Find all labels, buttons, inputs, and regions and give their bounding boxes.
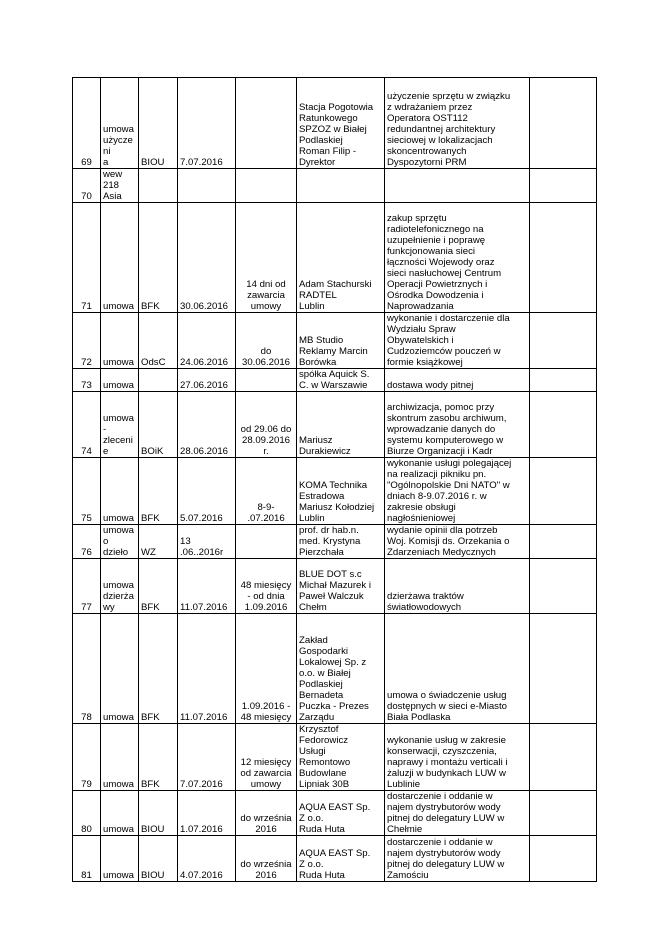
cell-contract-term: 14 dni od zawarcia umowy	[236, 203, 297, 313]
cell-contract-date: 28.06.2016	[178, 392, 236, 458]
cell-contract-term: do września 2016	[236, 836, 297, 882]
cell-unit-code: BIOU	[139, 836, 178, 882]
cell-contract-subject: wydanie opinii dla potrzeb Woj. Komisji ds. Orzekania o Zdarzeniach Medycznych	[385, 525, 530, 559]
table-row	[73, 392, 597, 458]
cell-contract-subject: użyczenie sprzętu w związku z wdrażaniem przez Operatora OST112 redundantnej architektury sieciowej w lokalizacjach skoncentrowanych Dyspozytorni PRM	[385, 78, 530, 169]
cell-contract-subject: zakup sprzętu radiotelefonicznego na uzupełnienie i poprawę funkcjonowania sieci łączności Wojewody oraz sieci nasłuchowej Centrum Operacji Powietrznych i Ośrodka Dowodzenia i Naprowadzania	[385, 203, 530, 313]
contracts-register-table	[72, 77, 597, 882]
cell-notes	[530, 313, 597, 369]
cell-contract-term: od 29.06 do 28.09.2016 r.	[236, 392, 297, 458]
cell-contract-term: do września 2016	[236, 791, 297, 836]
cell-contract-subject: wykonanie usług w zakresie konserwacji, czyszczenia, naprawy i montażu verticali i żaluzji w budynkach LUW w Lublinie	[385, 724, 530, 791]
cell-notes	[530, 559, 597, 614]
cell-contractor: AQUA EAST Sp. Z o.o. Ruda Huta	[297, 836, 385, 882]
table-row	[73, 724, 597, 791]
cell-contract-subject: dostarczenie i oddanie w najem dystrybutorów wody pitnej do delegatury LUW w Zamościu	[385, 836, 530, 882]
cell-contractor: Adam Stachurski RADTEL Lublin	[297, 203, 385, 313]
cell-document-type: umowa	[101, 203, 139, 313]
cell-contract-date: 5.07.2016	[178, 458, 236, 525]
cell-contract-date: 24.06.2016	[178, 313, 236, 369]
cell-document-type: umowa o dzieło	[101, 525, 139, 559]
cell-unit-code: BFK	[139, 724, 178, 791]
cell-contract-subject	[385, 169, 530, 203]
cell-row-number: 81	[73, 836, 101, 882]
cell-notes	[530, 836, 597, 882]
cell-contractor: Zakład Gospodarki Lokalowej Sp. z o.o. w Białej Podlaskiej Bernadeta Puczka - Prezes Zarządu	[297, 614, 385, 724]
cell-contract-date: 7.07.2016	[178, 724, 236, 791]
cell-row-number: 73	[73, 369, 101, 392]
cell-row-number: 74	[73, 392, 101, 458]
cell-contract-subject: dostawa wody pitnej	[385, 369, 530, 392]
table-row	[73, 458, 597, 525]
cell-document-type: umowa - zlecenie	[101, 392, 139, 458]
cell-unit-code: BFK	[139, 458, 178, 525]
cell-contract-date	[178, 169, 236, 203]
cell-document-type: umowa dzierża wy	[101, 559, 139, 614]
cell-document-type: umowa użyczeni a	[101, 78, 139, 169]
cell-row-number: 78	[73, 614, 101, 724]
cell-notes	[530, 369, 597, 392]
cell-contract-date: 4.07.2016	[178, 836, 236, 882]
cell-row-number: 75	[73, 458, 101, 525]
cell-contractor: MB Studio Reklamy Marcin Borówka	[297, 313, 385, 369]
cell-unit-code	[139, 369, 178, 392]
cell-unit-code: OdsC	[139, 313, 178, 369]
cell-document-type: wew 218 Asia	[101, 169, 139, 203]
cell-row-number: 69	[73, 78, 101, 169]
cell-notes	[530, 614, 597, 724]
cell-contract-term: 48 miesięcy - od dnia 1.09.2016	[236, 559, 297, 614]
cell-row-number: 72	[73, 313, 101, 369]
cell-contractor: BLUE DOT s.c Michał Mazurek i Paweł Walczuk Chełm	[297, 559, 385, 614]
table-row	[73, 614, 597, 724]
cell-contract-date: 13 .06..2016r	[178, 525, 236, 559]
cell-contract-subject: umowa o świadczenie usług dostępnych w sieci e-Miasto Biała Podlaska	[385, 614, 530, 724]
cell-contract-term: 12 miesięcy od zawarcia umowy	[236, 724, 297, 791]
cell-notes	[530, 392, 597, 458]
cell-document-type: umowa	[101, 614, 139, 724]
cell-contract-subject: dzierżawa traktów światłowodowych	[385, 559, 530, 614]
cell-contract-date: 1.07.2016	[178, 791, 236, 836]
cell-contract-date: 30.06.2016	[178, 203, 236, 313]
cell-contractor: AQUA EAST Sp. Z o.o. Ruda Huta	[297, 791, 385, 836]
cell-document-type: umowa	[101, 313, 139, 369]
table-row	[73, 78, 597, 169]
cell-document-type: umowa	[101, 458, 139, 525]
table-row	[73, 836, 597, 882]
cell-contract-term	[236, 169, 297, 203]
table-row	[73, 203, 597, 313]
cell-contractor: prof. dr hab.n. med. Krystyna Pierzchała	[297, 525, 385, 559]
cell-contract-subject: wykonanie usługi polegającej na realizacji pikniku pn. "Ogólnopolskie Dni NATO" w dniach 8-9.07.2016 r. w zakresie obsługi nagłośnieniowej	[385, 458, 530, 525]
table-row	[73, 791, 597, 836]
cell-notes	[530, 78, 597, 169]
cell-unit-code: WZ	[139, 525, 178, 559]
cell-contract-term	[236, 78, 297, 169]
cell-unit-code	[139, 169, 178, 203]
cell-unit-code: BFK	[139, 559, 178, 614]
cell-unit-code: BIOU	[139, 791, 178, 836]
cell-contractor: Krzysztof Fedorowicz Usługi Remontowo Budowlane Lipniak 30B	[297, 724, 385, 791]
cell-contractor: spółka Aquick S. C. w Warszawie	[297, 369, 385, 392]
cell-contract-subject: archiwizacja, pomoc przy skontrum zasobu archiwum, wprowadzanie danych do systemu komputerowego w Biurze Organizacji i Kadr	[385, 392, 530, 458]
cell-document-type: umowa	[101, 724, 139, 791]
table-row	[73, 559, 597, 614]
cell-unit-code: BIOU	[139, 78, 178, 169]
cell-document-type: umowa	[101, 836, 139, 882]
cell-document-type: umowa	[101, 791, 139, 836]
cell-contract-subject: dostarczenie i oddanie w najem dystrybutorów wody pitnej do delegatury LUW w Chełmie	[385, 791, 530, 836]
table-row	[73, 169, 597, 203]
table-row	[73, 369, 597, 392]
cell-contractor: Mariusz Durakiewicz	[297, 392, 385, 458]
cell-unit-code: BFK	[139, 203, 178, 313]
cell-contract-term: do 30.06.2016	[236, 313, 297, 369]
cell-notes	[530, 458, 597, 525]
cell-row-number: 71	[73, 203, 101, 313]
cell-notes	[530, 724, 597, 791]
cell-contract-term: 1.09.2016 - 48 miesięcy	[236, 614, 297, 724]
cell-contract-date: 11.07.2016	[178, 559, 236, 614]
cell-contractor: Stacja Pogotowia Ratunkowego SPZOZ w Białej Podlaskiej Roman Filip - Dyrektor	[297, 78, 385, 169]
table-row	[73, 525, 597, 559]
cell-document-type: umowa	[101, 369, 139, 392]
cell-contract-date: 7.07.2016	[178, 78, 236, 169]
cell-contract-term	[236, 369, 297, 392]
cell-notes	[530, 525, 597, 559]
cell-contract-term	[236, 525, 297, 559]
cell-contract-date: 11.07.2016	[178, 614, 236, 724]
cell-contractor: KOMA Technika Estradowa Mariusz Kołodziej Lublin	[297, 458, 385, 525]
cell-row-number: 70	[73, 169, 101, 203]
cell-notes	[530, 791, 597, 836]
cell-row-number: 80	[73, 791, 101, 836]
cell-unit-code: BFK	[139, 614, 178, 724]
table-row	[73, 313, 597, 369]
cell-row-number: 77	[73, 559, 101, 614]
cell-contract-term: 8-9- .07.2016	[236, 458, 297, 525]
cell-notes	[530, 203, 597, 313]
cell-row-number: 79	[73, 724, 101, 791]
cell-notes	[530, 169, 597, 203]
cell-contract-date: 27.06.2016	[178, 369, 236, 392]
cell-row-number: 76	[73, 525, 101, 559]
cell-contractor	[297, 169, 385, 203]
cell-contract-subject: wykonanie i dostarczenie dla Wydziału Spraw Obywatelskich i Cudzoziemców pouczeń w formie książkowej	[385, 313, 530, 369]
cell-unit-code: BOiK	[139, 392, 178, 458]
